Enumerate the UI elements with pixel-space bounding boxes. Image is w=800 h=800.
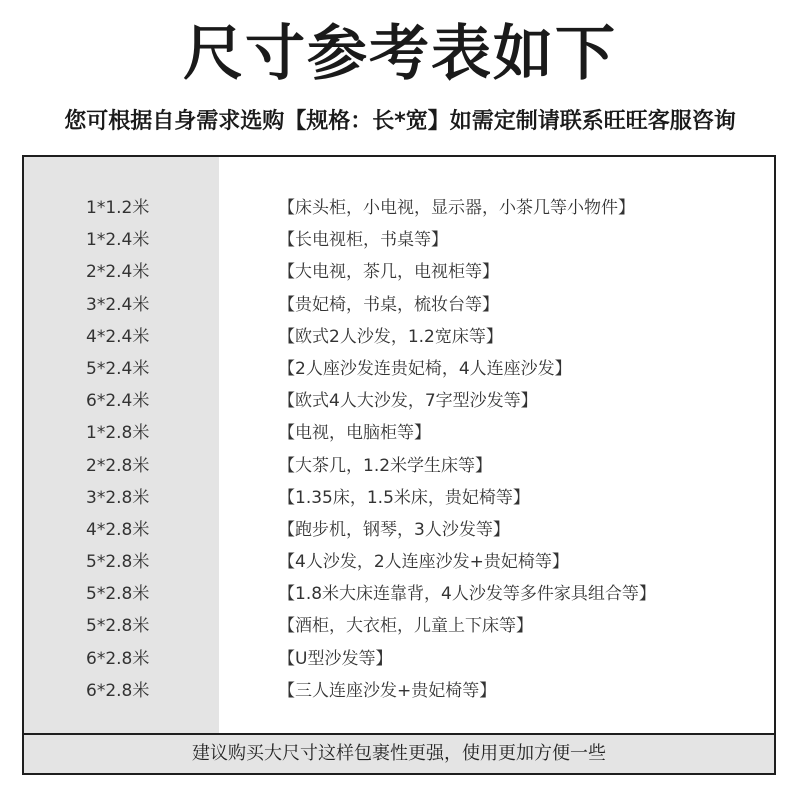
- page-subtitle: 您可根据自身需求选购【规格：长*宽】如需定制请联系旺旺客服咨询: [64, 109, 736, 134]
- size-cell: 5*2.8米: [86, 584, 150, 605]
- table-row: [24, 482, 774, 514]
- size-cell: 1*2.4米: [86, 230, 150, 251]
- table-row: [24, 385, 774, 417]
- usage-cell: 【4人沙发，2人连座沙发+贵妃椅等】: [278, 552, 569, 573]
- table-row: [24, 353, 774, 385]
- size-cell: 6*2.4米: [86, 391, 150, 412]
- table-row: [24, 514, 774, 546]
- usage-cell: 【1.8米大床连靠背，4人沙发等多件家具组合等】: [278, 584, 656, 605]
- size-cell: 4*2.4米: [86, 326, 150, 347]
- usage-cell: 【大电视，茶几，电视柜等】: [278, 262, 499, 283]
- table-row: [24, 224, 774, 256]
- table-row: [24, 546, 774, 578]
- usage-cell: 【跑步机，钢琴，3人沙发等】: [278, 519, 510, 540]
- size-cell: 6*2.8米: [86, 648, 150, 669]
- usage-cell: 【2人座沙发连贵妃椅，4人连座沙发】: [278, 358, 572, 379]
- size-cell: 1*1.2米: [86, 198, 150, 218]
- size-table-rows: [24, 192, 774, 707]
- table-row: [24, 256, 774, 288]
- table-row: [24, 610, 774, 642]
- table-row: [24, 578, 774, 610]
- usage-cell: 【三人连座沙发+贵妃椅等】: [278, 680, 497, 701]
- size-cell: 6*2.8米: [86, 680, 150, 701]
- size-cell: 5*2.4米: [86, 358, 150, 379]
- table-row: [24, 289, 774, 321]
- table-row: [24, 192, 774, 224]
- size-cell: 4*2.8米: [86, 519, 150, 540]
- table-row: [24, 675, 774, 707]
- usage-cell: 【U型沙发等】: [278, 648, 393, 669]
- page-title: 尺寸参考表如下: [183, 19, 617, 89]
- size-table: [22, 155, 776, 775]
- usage-cell: 【长电视柜，书桌等】: [278, 230, 448, 251]
- usage-cell: 【床头柜，小电视，显示器，小茶几等小物件】: [278, 198, 635, 218]
- size-cell: 3*2.4米: [86, 294, 150, 315]
- usage-cell: 【大茶几，1.2米学生床等】: [278, 455, 493, 476]
- table-row: [24, 450, 774, 482]
- usage-cell: 【1.35床，1.5米床，贵妃椅等】: [278, 487, 530, 508]
- table-footer-note: 建议购买大尺寸这样包裹性更强，使用更加方便一些: [24, 733, 774, 773]
- size-cell: 1*2.8米: [86, 423, 150, 444]
- size-cell: 3*2.8米: [86, 487, 150, 508]
- usage-cell: 【欧式4人大沙发，7字型沙发等】: [278, 391, 538, 412]
- usage-cell: 【贵妃椅，书桌，梳妆台等】: [278, 294, 499, 315]
- table-row: [24, 321, 774, 353]
- size-cell: 5*2.8米: [86, 552, 150, 573]
- size-cell: 2*2.4米: [86, 262, 150, 283]
- table-row: [24, 417, 774, 449]
- usage-cell: 【电视，电脑柜等】: [278, 423, 431, 444]
- table-row: [24, 643, 774, 675]
- usage-cell: 【酒柜，大衣柜，儿童上下床等】: [278, 616, 533, 637]
- usage-cell: 【欧式2人沙发，1.2宽床等】: [278, 326, 503, 347]
- size-cell: 5*2.8米: [86, 616, 150, 637]
- size-cell: 2*2.8米: [86, 455, 150, 476]
